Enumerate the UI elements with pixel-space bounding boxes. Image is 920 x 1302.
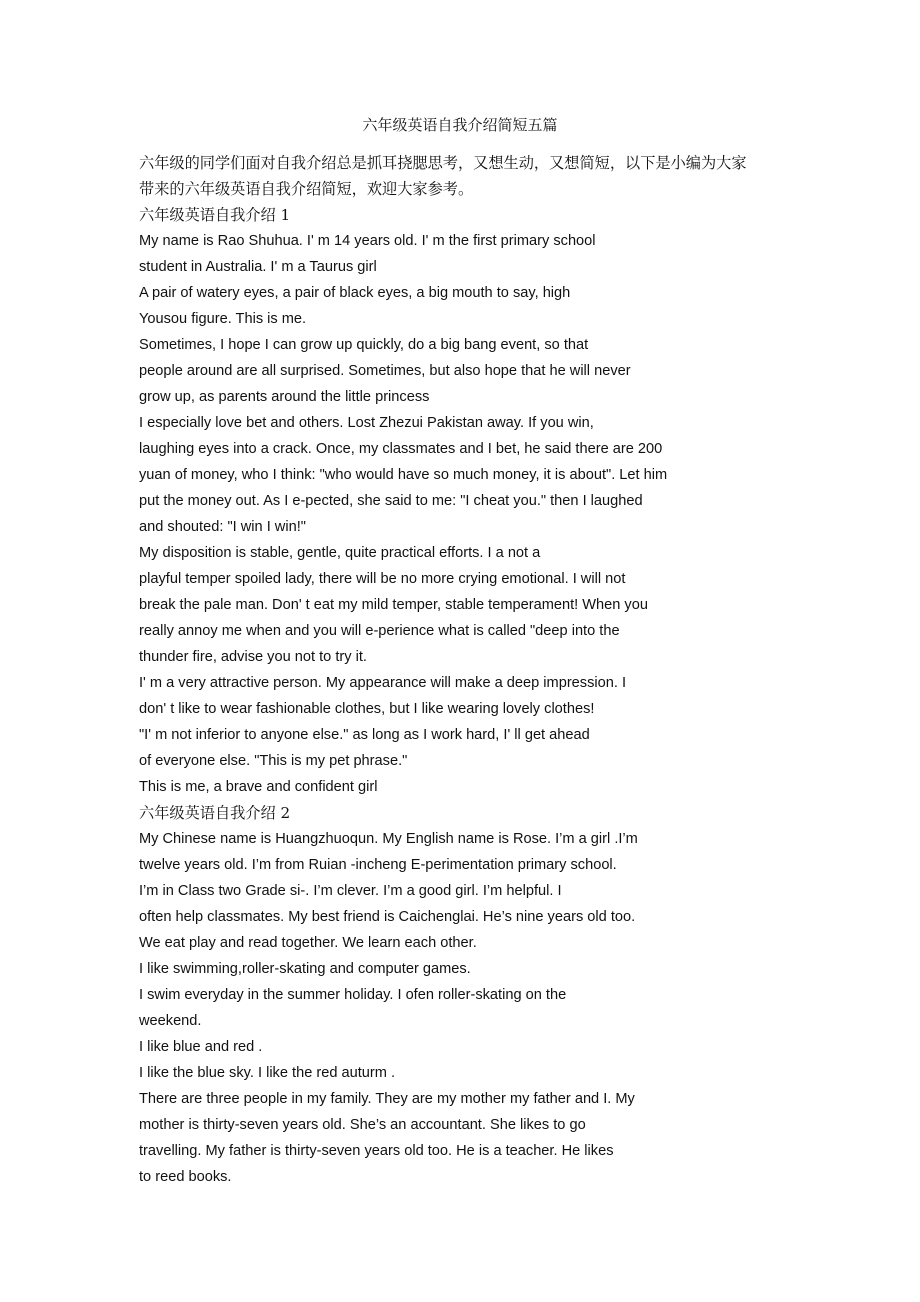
text-line: I' m a very attractive person. My appearance will make a deep impression. I <box>139 675 627 691</box>
text-line: There are three people in my family. They are my mother my father and I. My <box>139 1091 635 1107</box>
text-line: I especially love bet and others. Lost Zhezui Pakistan away. If you win, <box>139 415 594 431</box>
text-line: Sometimes, I hope I can grow up quickly, do a big bang event, so that <box>139 337 589 353</box>
text-line: put the money out. As I e-pected, she said to me: "I cheat you." then I laughed <box>139 493 643 509</box>
text-line: and shouted: "I win I win!" <box>139 519 306 535</box>
text-line: grow up, as parents around the little princess <box>139 389 430 405</box>
text-line: travelling. My father is thirty-seven years old too. He is a teacher. He likes <box>139 1143 614 1159</box>
intro-line: 带来的六年级英语自我介绍简短，欢迎大家参考。 <box>139 180 474 198</box>
text-line: I like the blue sky. I like the red auturm . <box>139 1065 396 1081</box>
text-line: thunder fire, advise you not to try it. <box>139 649 367 665</box>
text-line: really annoy me when and you will e-perience what is called "deep into the <box>139 623 620 639</box>
text-line: laughing eyes into a crack. Once, my classmates and I bet, he said there are 200 <box>139 441 663 457</box>
text-line: twelve years old. I’m from Ruian -incheng E-perimentation primary school. <box>139 857 617 873</box>
text-line: often help classmates. My best friend is Caichenglai. He’s nine years old too. <box>139 909 636 925</box>
text-line: I swim everyday in the summer holiday. I ofen roller-skating on the <box>139 987 567 1003</box>
document-body <box>139 202 819 1190</box>
section-heading: 六年级英语自我介绍 2 <box>139 804 291 822</box>
text-line: yuan of money, who I think: "who would have so much money, it is about". Let him <box>139 467 668 483</box>
text-line: "I' m not inferior to anyone else." as long as I work hard, I' ll get ahead <box>139 727 590 743</box>
text-line: My disposition is stable, gentle, quite practical efforts. I a not a <box>139 545 541 561</box>
text-line: My name is Rao Shuhua. I' m 14 years old. I' m the first primary school <box>139 233 596 249</box>
text-line: of everyone else. "This is my pet phrase." <box>139 753 408 769</box>
text-line: I like swimming,roller-skating and computer games. <box>139 961 471 977</box>
text-line: break the pale man. Don' t eat my mild temper, stable temperament! When you <box>139 597 648 613</box>
document-title: 六年级英语自我介绍简短五篇 <box>362 116 558 134</box>
section-heading: 六年级英语自我介绍 1 <box>139 206 291 224</box>
text-line: to reed books. <box>139 1169 232 1185</box>
text-line: I like blue and red . <box>139 1039 263 1055</box>
intro-paragraph <box>139 150 799 202</box>
text-line: student in Australia. I' m a Taurus girl <box>139 259 377 275</box>
text-line: We eat play and read together. We learn each other. <box>139 935 477 951</box>
text-line: A pair of watery eyes, a pair of black eyes, a big mouth to say, high <box>139 285 571 301</box>
text-line: don' t like to wear fashionable clothes, but I like wearing lovely clothes! <box>139 701 595 717</box>
text-line: My Chinese name is Huangzhuoqun. My English name is Rose. I’m a girl .I’m <box>139 831 638 847</box>
text-line: This is me, a brave and confident girl <box>139 779 378 795</box>
intro-line: 六年级的同学们面对自我介绍总是抓耳挠腮思考，又想生动，又想简短，以下是小编为大家 <box>139 154 747 172</box>
text-line: playful temper spoiled lady, there will be no more crying emotional. I will not <box>139 571 626 587</box>
text-line: people around are all surprised. Sometimes, but also hope that he will never <box>139 363 631 379</box>
text-line: I’m in Class two Grade si-. I’m clever. I’m a good girl. I’m helpful. I <box>139 883 562 899</box>
text-line: weekend. <box>139 1013 202 1029</box>
text-line: Yousou figure. This is me. <box>139 311 307 327</box>
text-line: mother is thirty-seven years old. She’s an accountant. She likes to go <box>139 1117 586 1133</box>
